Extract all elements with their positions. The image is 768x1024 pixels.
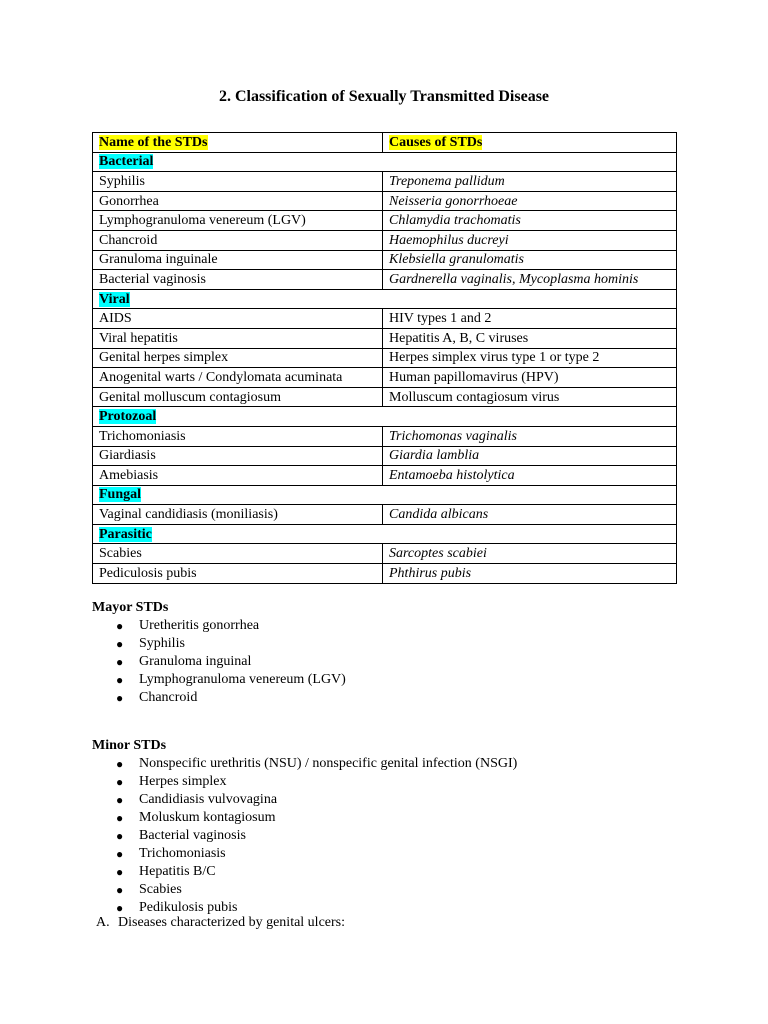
header-name-label: Name of the STDs bbox=[99, 134, 208, 150]
group-label: Protozoal bbox=[99, 409, 157, 425]
disease-name-cell: Syphilis bbox=[93, 172, 383, 192]
table-group-row bbox=[93, 407, 677, 427]
list-item-text: Scabies bbox=[139, 882, 182, 897]
std-classification-table bbox=[92, 132, 677, 584]
cause-cell: Gardnerella vaginalis, Mycoplasma hominis bbox=[383, 270, 677, 290]
bullet-icon: ● bbox=[116, 811, 124, 825]
list-item-text: Chancroid bbox=[139, 690, 198, 705]
disease-name-cell: Genital molluscum contagiosum bbox=[93, 387, 383, 407]
cause-cell: Phthirus pubis bbox=[383, 564, 677, 584]
bullet-icon: ● bbox=[116, 673, 124, 687]
disease-name-cell: Chancroid bbox=[93, 230, 383, 250]
major-stds-list bbox=[92, 617, 692, 707]
group-cell bbox=[93, 485, 677, 505]
list-item-text: Pedikulosis pubis bbox=[139, 900, 238, 915]
cause-cell: Treponema pallidum bbox=[383, 172, 677, 192]
list-item bbox=[92, 827, 692, 845]
list-item bbox=[92, 809, 692, 827]
list-item-text: Candidiasis vulvovagina bbox=[139, 792, 278, 807]
table-row bbox=[93, 211, 677, 231]
list-item bbox=[92, 881, 692, 899]
list-item-text: Granuloma inguinal bbox=[139, 654, 252, 669]
cause-cell: Trichomonas vaginalis bbox=[383, 426, 677, 446]
bullet-icon: ● bbox=[116, 619, 124, 633]
bullet-icon: ● bbox=[116, 691, 124, 705]
table-row bbox=[93, 191, 677, 211]
bullet-icon: ● bbox=[116, 865, 124, 879]
table-row bbox=[93, 446, 677, 466]
list-item-letter: A. bbox=[96, 915, 110, 930]
disease-name-cell: AIDS bbox=[93, 309, 383, 329]
group-cell bbox=[93, 524, 677, 544]
list-item-text: Moluskum kontagiosum bbox=[139, 810, 276, 825]
group-cell bbox=[93, 289, 677, 309]
group-label: Bacterial bbox=[99, 154, 154, 170]
cause-cell: Giardia lamblia bbox=[383, 446, 677, 466]
minor-stds-heading: Minor STDs bbox=[92, 738, 167, 753]
cause-cell: HIV types 1 and 2 bbox=[383, 309, 677, 329]
list-item bbox=[92, 689, 692, 707]
list-item-text: Syphilis bbox=[139, 636, 185, 651]
cause-cell: Haemophilus ducreyi bbox=[383, 230, 677, 250]
cause-cell: Hepatitis A, B, C viruses bbox=[383, 328, 677, 348]
list-item bbox=[92, 863, 692, 881]
list-item-text: Hepatitis B/C bbox=[139, 864, 216, 879]
minor-stds-section bbox=[92, 737, 692, 917]
table-row bbox=[93, 505, 677, 525]
table-row bbox=[93, 426, 677, 446]
table-row bbox=[93, 328, 677, 348]
cause-cell: Chlamydia trachomatis bbox=[383, 211, 677, 231]
group-label: Parasitic bbox=[99, 526, 152, 542]
list-item bbox=[92, 845, 692, 863]
bullet-icon: ● bbox=[116, 637, 124, 651]
list-item bbox=[92, 773, 692, 791]
bullet-icon: ● bbox=[116, 775, 124, 789]
cause-cell: Entamoeba histolytica bbox=[383, 466, 677, 486]
header-cell-cause bbox=[383, 133, 677, 153]
table-row bbox=[93, 466, 677, 486]
cause-cell: Herpes simplex virus type 1 or type 2 bbox=[383, 348, 677, 368]
cause-cell: Human papillomavirus (HPV) bbox=[383, 368, 677, 388]
disease-name-cell: Genital herpes simplex bbox=[93, 348, 383, 368]
disease-name-cell: Bacterial vaginosis bbox=[93, 270, 383, 290]
disease-name-cell: Anogenital warts / Condylomata acuminata bbox=[93, 368, 383, 388]
list-item-text: Diseases characterized by genital ulcers: bbox=[118, 915, 346, 930]
list-item bbox=[92, 791, 692, 809]
cause-cell: Candida albicans bbox=[383, 505, 677, 525]
table-header-row bbox=[93, 133, 677, 153]
disease-name-cell: Gonorrhea bbox=[93, 191, 383, 211]
page-title: 2. Classification of Sexually Transmitted Disease bbox=[218, 88, 550, 105]
list-item bbox=[92, 653, 692, 671]
table-row bbox=[93, 309, 677, 329]
list-item-text: Nonspecific urethritis (NSU) / nonspecific genital infection (NSGI) bbox=[139, 756, 518, 771]
cause-cell: Molluscum contagiosum virus bbox=[383, 387, 677, 407]
table-row bbox=[93, 544, 677, 564]
bullet-icon: ● bbox=[116, 829, 124, 843]
list-item-text: Bacterial vaginosis bbox=[139, 828, 246, 843]
table-group-row bbox=[93, 524, 677, 544]
group-cell bbox=[93, 407, 677, 427]
disease-name-cell: Lymphogranuloma venereum (LGV) bbox=[93, 211, 383, 231]
table-row bbox=[93, 230, 677, 250]
group-label: Viral bbox=[99, 291, 130, 307]
major-stds-section bbox=[92, 599, 692, 707]
major-stds-heading: Mayor STDs bbox=[92, 600, 169, 615]
disease-name-cell: Trichomoniasis bbox=[93, 426, 383, 446]
disease-name-cell: Giardiasis bbox=[93, 446, 383, 466]
cause-cell: Klebsiella granulomatis bbox=[383, 250, 677, 270]
bullet-icon: ● bbox=[116, 847, 124, 861]
cause-cell: Neisseria gonorrhoeae bbox=[383, 191, 677, 211]
table-group-row bbox=[93, 289, 677, 309]
disease-name-cell: Scabies bbox=[93, 544, 383, 564]
header-cell-name bbox=[93, 133, 383, 153]
table-group-row bbox=[93, 152, 677, 172]
list-item-text: Herpes simplex bbox=[139, 774, 227, 789]
table-row bbox=[93, 564, 677, 584]
minor-stds-list bbox=[92, 755, 692, 917]
bullet-icon: ● bbox=[116, 883, 124, 897]
list-item bbox=[92, 617, 692, 635]
table-row bbox=[93, 348, 677, 368]
table-row bbox=[93, 368, 677, 388]
bullet-icon: ● bbox=[116, 901, 124, 915]
bullet-icon: ● bbox=[116, 655, 124, 669]
disease-name-cell: Granuloma inguinale bbox=[93, 250, 383, 270]
disease-name-cell: Viral hepatitis bbox=[93, 328, 383, 348]
bullet-icon: ● bbox=[116, 793, 124, 807]
list-item-text: Trichomoniasis bbox=[139, 846, 226, 861]
table-row bbox=[93, 172, 677, 192]
table-row bbox=[93, 270, 677, 290]
list-item bbox=[92, 635, 692, 653]
list-item-a bbox=[96, 914, 345, 932]
disease-name-cell: Amebiasis bbox=[93, 466, 383, 486]
table-row bbox=[93, 250, 677, 270]
cause-cell: Sarcoptes scabiei bbox=[383, 544, 677, 564]
list-item bbox=[92, 755, 692, 773]
table-group-row bbox=[93, 485, 677, 505]
table-body bbox=[93, 133, 677, 584]
group-label: Fungal bbox=[99, 487, 142, 503]
disease-name-cell: Vaginal candidiasis (moniliasis) bbox=[93, 505, 383, 525]
group-cell bbox=[93, 152, 677, 172]
disease-name-cell: Pediculosis pubis bbox=[93, 564, 383, 584]
list-item-text: Uretheritis gonorrhea bbox=[139, 618, 260, 633]
table-row bbox=[93, 387, 677, 407]
list-item-text: Lymphogranuloma venereum (LGV) bbox=[139, 672, 346, 687]
list-item bbox=[92, 671, 692, 689]
bullet-icon: ● bbox=[116, 757, 124, 771]
header-cause-label: Causes of STDs bbox=[389, 134, 483, 150]
